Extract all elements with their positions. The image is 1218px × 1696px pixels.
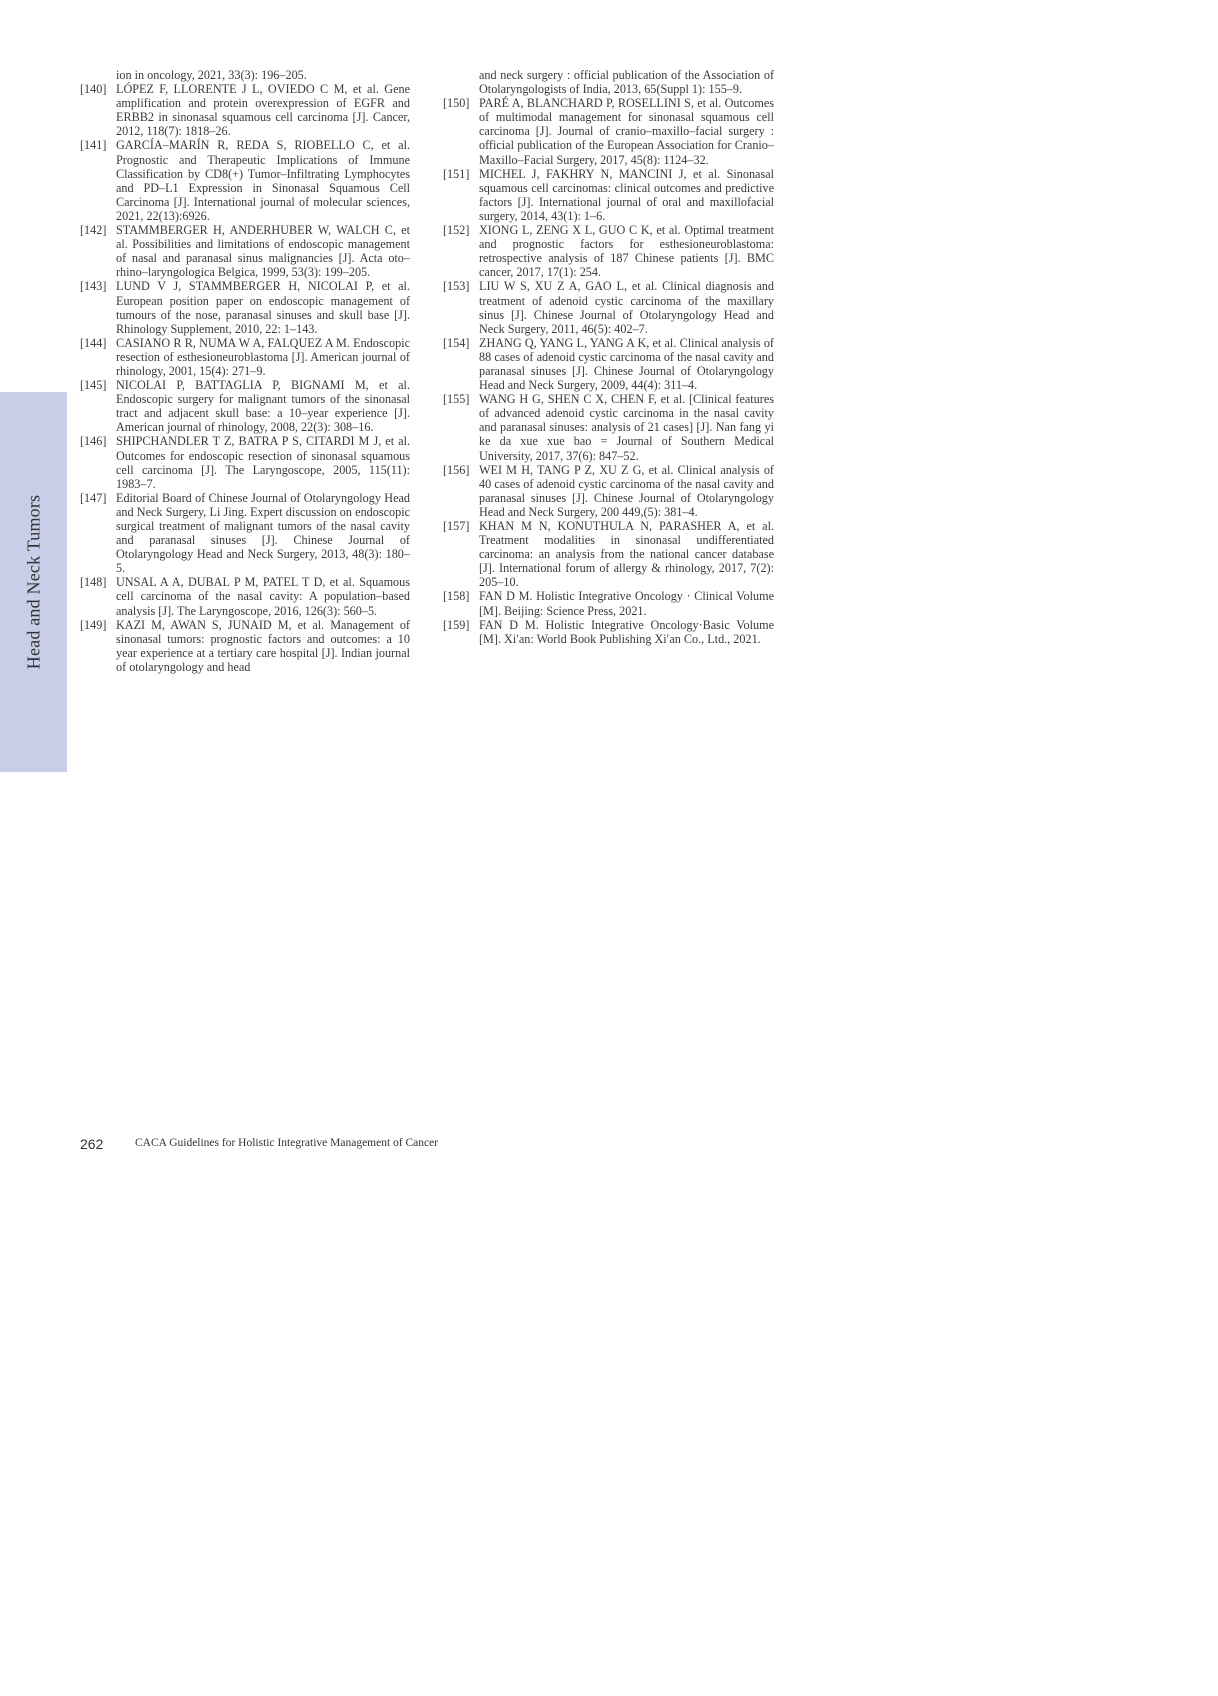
reference-text: FAN D M. Holistic Integrative Oncology·Basic Volume [M]. Xi′an: World Book Publishing Xi′an Co., Ltd., 2021. — [479, 617, 774, 646]
reference-text: MICHEL J, FAKHRY N, MANCINI J, et al. Sinonasal squamous cell carcinomas: clinical outcomes and predictive factors [J]. International journal of oral and maxillofacial surgery, 2014, 43(1): 1–6. — [479, 166, 774, 223]
reference-item — [80, 378, 410, 434]
reference-item — [443, 463, 774, 519]
reference-number: [144] — [80, 335, 107, 350]
reference-text: WANG H G, SHEN C X, CHEN F, et al. [Clinical features of advanced adenoid cystic carcinoma in the nasal cavity and paranasal sinuses: analysis of 21 cases] [J]. Nan fang yi ke da xue xue bao = Journal of Southern Medical University, 2017, 37(6): 847–52. — [479, 392, 774, 463]
reference-text: UNSAL A A, DUBAL P M, PATEL T D, et al. Squamous cell carcinoma of the nasal cavity: A population–based analysis [J]. The Laryngoscope, 2016, 126(3): 560–5. — [116, 575, 410, 618]
reference-item — [80, 336, 410, 378]
reference-number: [158] — [443, 589, 470, 604]
reference-item — [80, 223, 410, 279]
reference-item — [443, 167, 774, 223]
reference-text: SHIPCHANDLER T Z, BATRA P S, CITARDI M J, et al. Outcomes for endoscopic resection of sinonasal squamous cell carcinoma [J]. The Laryngoscope, 2005, 115(11): 1983–7. — [116, 434, 410, 491]
reference-number: [142] — [80, 223, 107, 238]
page-number: 262 — [80, 1136, 104, 1152]
reference-number: [151] — [443, 166, 470, 181]
reference-item — [80, 618, 410, 674]
reference-text: STAMMBERGER H, ANDERHUBER W, WALCH C, et al. Possibilities and limitations of endoscopic management of nasal and paranasal sinus malignancies [J]. Acta oto–rhino–laryngologica Belgica, 1999, 53(3): 199–205. — [116, 223, 410, 280]
reference-item — [80, 491, 410, 576]
reference-text: WEI M H, TANG P Z, XU Z G, et al. Clinical analysis of 40 cases of adenoid cystic carcinoma of the nasal cavity and paranasal sinuses [J]. Chinese Journal of Otolaryngology Head and Neck Surgery, 200 449,(5): 381–4. — [479, 462, 774, 519]
reference-item — [443, 589, 774, 617]
reference-number: [155] — [443, 392, 470, 407]
section-side-tab-label: Head and Neck Tumors — [23, 494, 43, 670]
reference-text: KHAN M N, KONUTHULA N, PARASHER A, et al. Treatment modalities in sinonasal undifferentiated carcinoma: an analysis from the national cancer database [J]. International forum of allergy & rhinology, 2017, 7(2): 205–10. — [479, 519, 774, 590]
reference-number: [150] — [443, 96, 470, 111]
references-right-column — [443, 68, 774, 646]
reference-number: [156] — [443, 462, 470, 477]
reference-item — [443, 618, 774, 646]
reference-number: [154] — [443, 335, 470, 350]
reference-item — [443, 223, 774, 279]
reference-number: [157] — [443, 519, 470, 533]
reference-text: GARCÍA–MARÍN R, REDA S, RIOBELLO C, et al. Prognostic and Therapeutic Implications of Immune Classification by CD8(+) Tumor–Infiltrating Lymphocytes and PD–L1 Expression in Sinonasal Squamous Cell Carcinoma [J]. International journal of molecular sciences, 2021, 22(13):6926. — [116, 138, 410, 223]
reference-text: LÓPEZ F, LLORENTE J L, OVIEDO C M, et al. Gene amplification and protein overexpression of EGFR and ERBB2 in sinonasal squamous cell carcinoma [J]. Cancer, 2012, 118(7): 1818–26. — [116, 82, 410, 139]
reference-item — [80, 434, 410, 490]
reference-item — [443, 96, 774, 166]
reference-item — [80, 575, 410, 617]
reference-number: [145] — [80, 378, 107, 393]
reference-continuation: ion in oncology, 2021, 33(3): 196–205. — [116, 68, 307, 82]
reference-text: LUND V J, STAMMBERGER H, NICOLAI P, et al. European position paper on endoscopic management of tumours of the nose, paranasal sinuses and skull base [J]. Rhinology Supplement, 2010, 22: 1–143. — [116, 279, 410, 336]
reference-number: [143] — [80, 279, 107, 294]
reference-item — [443, 336, 774, 392]
reference-item — [443, 519, 774, 589]
reference-text: LIU W S, XU Z A, GAO L, et al. Clinical diagnosis and treatment of adenoid cystic carcinoma of the maxillary sinus [J]. Chinese Journal of Otolaryngology Head and Neck Surgery, 2011, 46(5): 402–7. — [479, 279, 774, 336]
reference-item — [443, 279, 774, 335]
reference-item — [80, 82, 410, 138]
reference-number: [146] — [80, 434, 107, 449]
reference-text: FAN D M. Holistic Integrative Oncology · Clinical Volume [M]. Beijing: Science Press, 2021. — [479, 589, 774, 618]
reference-continuation: and neck surgery : official publication of the Association of Otolaryngologists of India, 2013, 65(Suppl 1): 155–9. — [479, 68, 774, 97]
reference-number: [140] — [80, 82, 107, 97]
reference-number: [153] — [443, 279, 470, 294]
reference-item — [80, 138, 410, 223]
reference-text: NICOLAI P, BATTAGLIA P, BIGNAMI M, et al. Endoscopic surgery for malignant tumors of the sinonasal tract and adjacent skull base: a 10–year experience [J]. American journal of rhinology, 2008, 22(3): 308–16. — [116, 378, 410, 435]
reference-text: PARÉ A, BLANCHARD P, ROSELLINI S, et al. Outcomes of multimodal management for sinonasal squamous cell carcinoma [J]. Journal of cranio–maxillo–facial surgery : official publication of the European Association for Cranio–Maxillo–Facial Surgery, 2017, 45(8): 1124–32. — [479, 96, 774, 167]
reference-text: Editorial Board of Chinese Journal of Otolaryngology Head and Neck Surgery, Li Jing. Expert discussion on endoscopic surgical treatment of malignant tumors of the nasal cavity and paranasal sinuses [J]. Chinese Journal of Otolaryngology Head and Neck Surgery, 2013, 48(3): 180–5. — [116, 490, 410, 576]
reference-item — [443, 392, 774, 462]
reference-number: [152] — [443, 223, 470, 238]
reference-text: XIONG L, ZENG X L, GUO C K, et al. Optimal treatment and prognostic factors for esthesioneuroblastoma: retrospective analysis of 187 Chinese patients [J]. BMC cancer, 2017, 17(1): 254. — [479, 223, 774, 280]
references-left-column — [80, 68, 410, 674]
section-side-tab — [0, 392, 67, 772]
reference-text: CASIANO R R, NUMA W A, FALQUEZ A M. Endoscopic resection of esthesioneuroblastoma [J]. American journal of rhinology, 2001, 15(4): 271–9. — [116, 335, 410, 378]
reference-number: [148] — [80, 575, 107, 590]
reference-number: [149] — [80, 617, 107, 632]
reference-item — [80, 279, 410, 335]
reference-number: [159] — [443, 617, 470, 632]
reference-text: ZHANG Q, YANG L, YANG A K, et al. Clinical analysis of 88 cases of adenoid cystic carcinoma of the nasal cavity and paranasal sinuses [J]. Chinese Journal of Otolaryngology Head and Neck Surgery, 2009, 44(4): 311–4. — [479, 335, 774, 393]
running-title: CACA Guidelines for Holistic Integrative Management of Cancer — [135, 1137, 439, 1149]
reference-number: [141] — [80, 138, 107, 153]
reference-number: [147] — [80, 490, 107, 505]
reference-text: KAZI M, AWAN S, JUNAID M, et al. Management of sinonasal tumors: prognostic factors and outcomes: a 10 year experience at a tertiary care hospital [J]. Indian journal of otolaryngology and head — [116, 617, 410, 674]
